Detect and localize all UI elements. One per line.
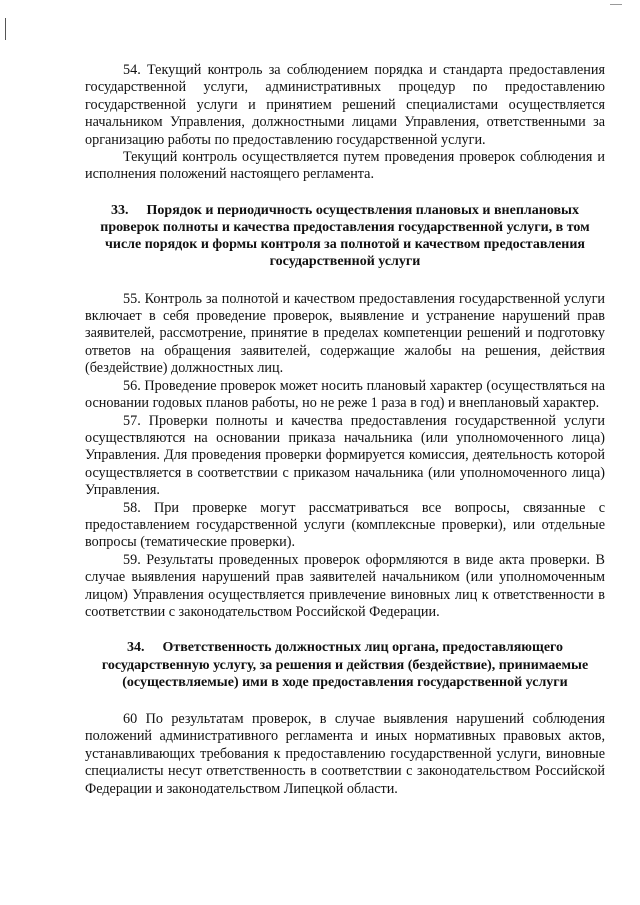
section-title: Порядок и периодичность осуществления плановых и внеплановых проверок полноты и качества предоставления государственной услуги, в том числе порядок и формы контроля за полнотой и качеством предоставления государственной услуги [100,202,590,270]
scan-top-mark [610,4,622,5]
paragraph-57: 57. Проверки полноты и качества предоставления государственной услуги осуществляются на основании приказа начальника (или уполномоченного лица) Управления. Для проведения проверки формируется комиссия, деятельность которой осуществляется в соответствии с приказом начальника (или уполномоченного лица) Управления. [85,412,605,499]
section-title: Ответственность должностных лиц органа, предоставляющего государственную услугу, за решения и действия (бездействие), принимаемые (осуществляемые) ими в ходе предоставления государственной услуги [101,640,589,690]
section-number: 33. [111,202,129,218]
paragraph-60: 60 По результатам проверок, в случае выявления нарушений соблюдения положений административного регламента и иных нормативных правовых актов, устанавливающих требования к предоставлению государственной услуги, виновные специалисты несут ответственность в соответствии с законодательством Российской Федерации и законодательством Липецкой области. [85,710,605,797]
paragraph-54: 54. Текущий контроль за соблюдением порядка и стандарта предоставления государственной услуги, административных процедур по предоставлению государственной услуги и принятием решений специалистами осуществляется начальником Управления, должностными лицами Управления, ответственными за организацию работы по предоставлению государственной услуги. [85,62,605,148]
document-page [85,62,605,798]
paragraph-59: 59. Результаты проведенных проверок оформляются в виде акта проверки. В случае выявления нарушений прав заявителей начальником (или уполномоченным лицом) Управления осуществляется привлечение виновных лиц к ответственности в соответствии с законодательством Российской Федерации. [85,551,605,620]
section-number: 34. [126,640,145,656]
paragraph-55: 55. Контроль за полнотой и качеством предоставления государственной услуги включает в себя проведение проверок, выявление и устранение нарушений прав заявителей, рассмотрение, принятие в пределах компетенции решений и подготовку ответов на обращения заявителей, содержащие жалобы на решения, действия (бездействие) должностных лиц. [85,290,605,377]
scan-margin-mark [5,18,6,40]
section-heading-34 [85,639,605,691]
section-heading-33 [85,202,605,271]
paragraph-54-continued: Текущий контроль осуществляется путем проведения проверок соблюдения и исполнения положений настоящего регламента. [85,149,605,183]
paragraph-58: 58. При проверке могут рассматриваться все вопросы, связанные с предоставлением государственной услуги (комплексные проверки), или отдельные вопросы (тематические проверки). [85,499,605,551]
paragraph-56: 56. Проведение проверок может носить плановый характер (осуществляться на основании годовых планов работы, но не реже 1 раза в год) и внеплановый характер. [85,377,605,412]
